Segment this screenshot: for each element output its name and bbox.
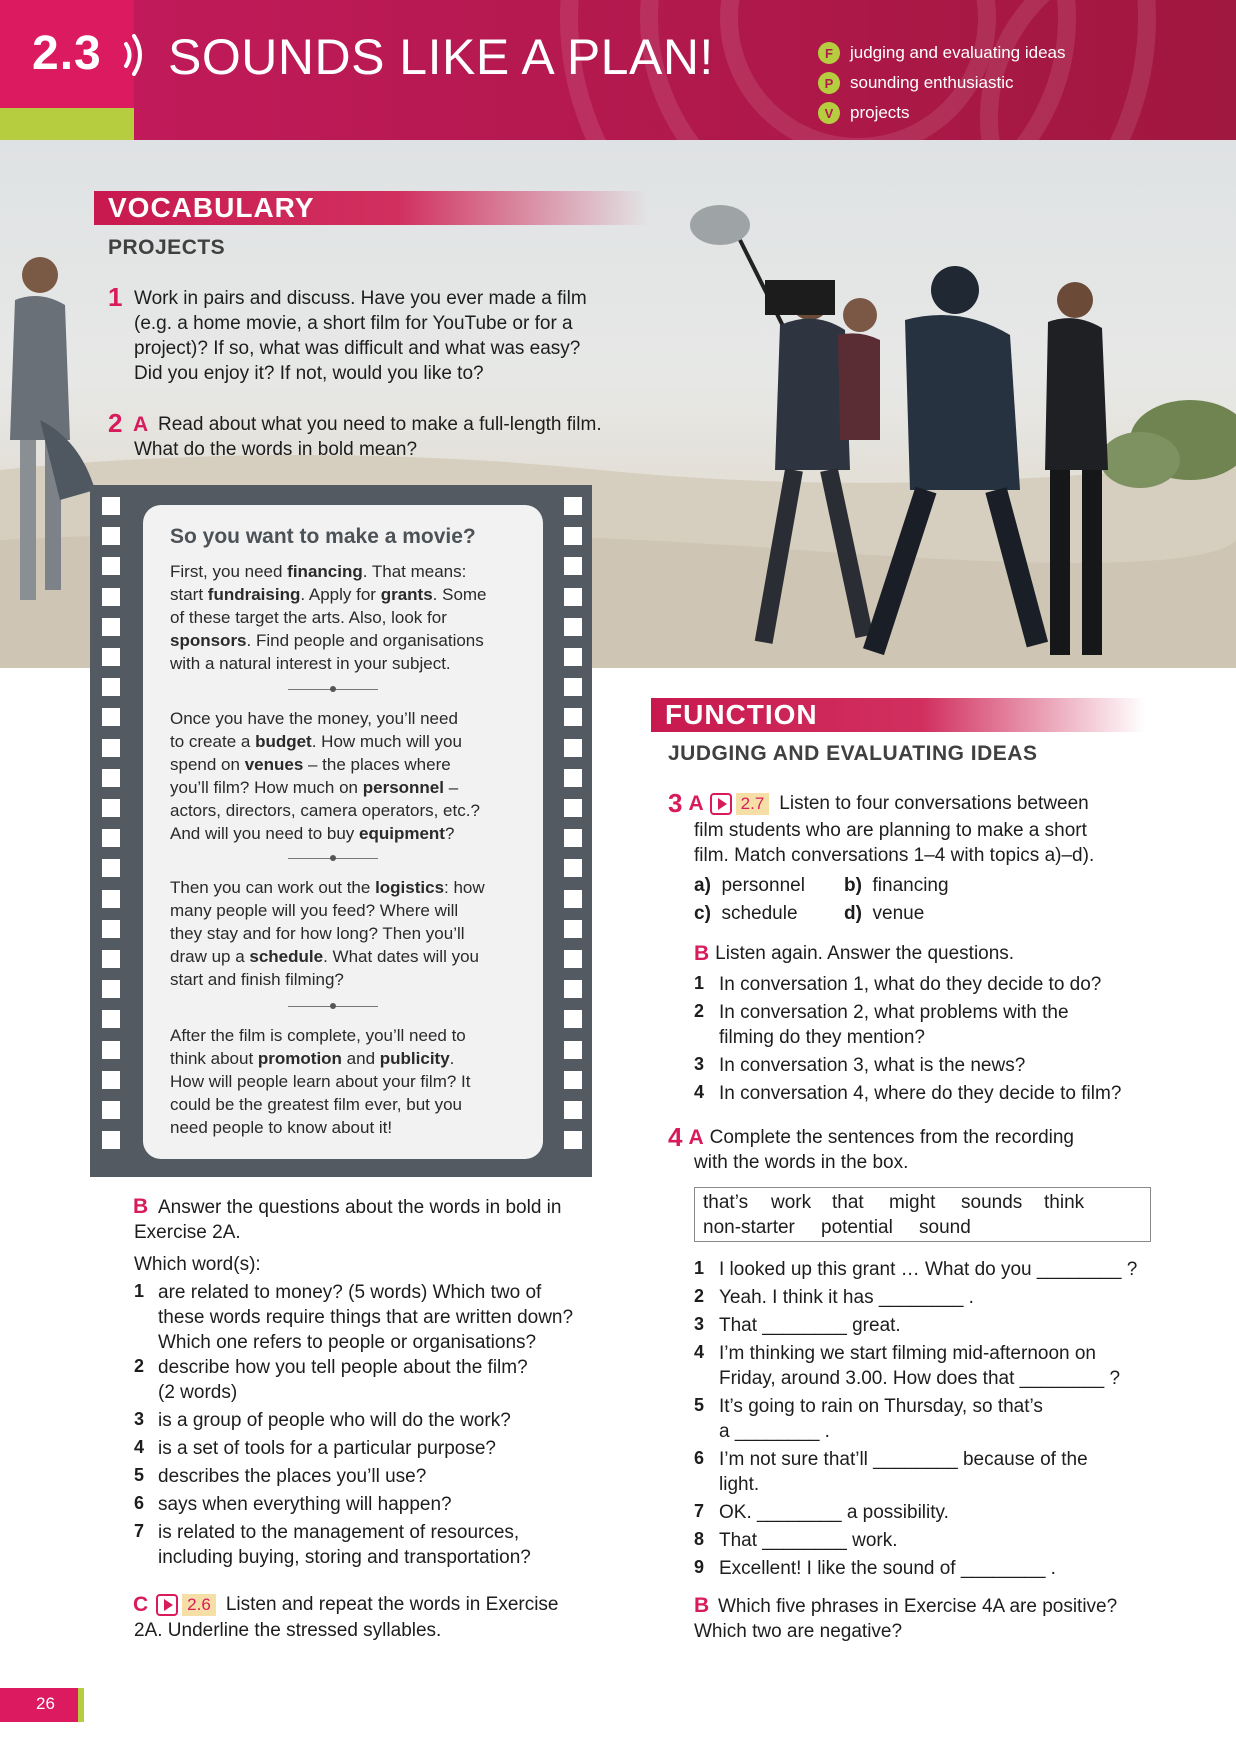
- sprocket-hole: [564, 527, 582, 545]
- text-line: I looked up this grant … What do you ________ ?: [719, 1259, 1138, 1280]
- text-run: ?: [444, 824, 455, 843]
- list-item: [158, 1436, 496, 1461]
- exercise-3a-header: [668, 788, 1089, 819]
- exercise-4a-header: [668, 1122, 1074, 1153]
- text-run: –: [444, 778, 459, 797]
- sprocket-hole: [564, 1131, 582, 1149]
- list-item: [158, 1464, 426, 1489]
- option-letter: b): [844, 875, 862, 896]
- box-word: sound: [919, 1217, 971, 1238]
- sprocket-hole: [564, 890, 582, 908]
- sprocket-hole: [564, 497, 582, 515]
- text-line: Which five phrases in Exercise 4A are positive?: [718, 1596, 1118, 1617]
- box-word: non-starter: [703, 1217, 795, 1238]
- list-item: [719, 1081, 1121, 1106]
- text-run: – the places where: [303, 755, 451, 774]
- text-run: with a natural interest in your subject.: [170, 654, 451, 673]
- text-line: Yeah. I think it has ________ .: [719, 1287, 974, 1308]
- text-line: I’m not sure that’ll ________ because of the: [719, 1449, 1088, 1470]
- text-run: of these target the arts. Also, look for: [170, 608, 447, 627]
- list-item-number: 4: [694, 1082, 705, 1102]
- exercise-2c-line-2: 2A. Underline the stressed syllables.: [134, 1620, 442, 1641]
- text-line: In conversation 2, what problems with the: [719, 1002, 1069, 1023]
- exercise-4a-line-2: with the words in the box.: [694, 1152, 909, 1173]
- key-word: logistics: [375, 878, 445, 897]
- key-word: budget: [255, 732, 312, 751]
- sprocket-hole: [564, 829, 582, 847]
- text-run: many people will you feed? Where will: [170, 901, 459, 920]
- sprocket-hole: [564, 980, 582, 998]
- sprocket-hole: [102, 1010, 120, 1028]
- exercise-number: 3: [668, 788, 683, 818]
- text-run: Once you have the money, you’ll need: [170, 709, 458, 728]
- text-line: Work in pairs and discuss. Have you ever made a film: [134, 288, 587, 309]
- list-item: [719, 1313, 901, 1338]
- text-line: is a set of tools for a particular purpose?: [158, 1438, 496, 1459]
- text-run: . Some: [432, 585, 487, 604]
- text-run: start and finish filming?: [170, 970, 344, 989]
- sprocket-hole: [564, 1041, 582, 1059]
- key-word: personnel: [362, 778, 444, 797]
- list-item: [719, 972, 1101, 997]
- text-line: Excellent! I like the sound of ________ .: [719, 1558, 1056, 1579]
- text-run: could be the greatest film ever, but you: [170, 1095, 463, 1114]
- list-item-number: 7: [694, 1501, 705, 1521]
- sprocket-hole: [564, 859, 582, 877]
- list-item-number: 5: [134, 1465, 145, 1485]
- key-word: fundraising: [207, 585, 301, 604]
- objective-text: judging and evaluating ideas: [850, 43, 1066, 62]
- sprocket-hole: [102, 859, 120, 877]
- sprocket-hole: [564, 920, 582, 938]
- list-item: [719, 1447, 1088, 1497]
- text-line: is a group of people who will do the work?: [158, 1410, 511, 1431]
- text-run: . Apply for: [300, 585, 381, 604]
- list-item: [719, 1341, 1120, 1391]
- box-word: that: [832, 1192, 864, 1213]
- lesson-accent-strip: [0, 108, 134, 140]
- option-text: venue: [872, 903, 925, 924]
- sprocket-hole: [564, 950, 582, 968]
- exercise-2a-instruction: [134, 412, 602, 462]
- text-run: . Find people and organisations: [246, 631, 484, 650]
- reading-paragraph-1: [170, 560, 530, 675]
- text-line: Friday, around 3.00. How does that ________ ?: [719, 1368, 1121, 1389]
- lesson-number: 2.3: [32, 27, 102, 80]
- text-run: How will people learn about your film? It: [170, 1072, 471, 1091]
- sprocket-hole: [564, 557, 582, 575]
- text-line: That ________ great.: [719, 1315, 901, 1336]
- objective-vocabulary: [818, 100, 910, 126]
- audio-play-icon[interactable]: [710, 793, 732, 815]
- exercise-number: 4: [668, 1122, 683, 1152]
- text-run: they stay and for how long? Then you’ll: [170, 924, 465, 943]
- topic-option-b: [844, 873, 949, 898]
- sprocket-hole: [102, 708, 120, 726]
- reading-paragraph-2: [170, 707, 530, 845]
- sprocket-hole: [564, 588, 582, 606]
- exercise-letter: B: [694, 1594, 710, 1617]
- list-item-number: 4: [134, 1437, 145, 1457]
- audio-play-icon[interactable]: [156, 1594, 178, 1616]
- list-item-number: 3: [694, 1314, 705, 1334]
- sprocket-hole: [564, 799, 582, 817]
- text-line: In conversation 3, what is the news?: [719, 1055, 1026, 1076]
- sprocket-hole: [564, 1071, 582, 1089]
- sprocket-hole: [564, 678, 582, 696]
- text-line: Read about what you need to make a full-length film.: [158, 414, 602, 435]
- exercise-letter: A: [133, 413, 149, 436]
- text-line: are related to money? (5 words) Which two of: [158, 1282, 542, 1303]
- sprocket-hole: [102, 1071, 120, 1089]
- topic-option-d: [844, 901, 924, 926]
- text-line: What do the words in bold mean?: [134, 439, 418, 460]
- exercise-letter: C: [133, 1592, 149, 1616]
- text-line: describe how you tell people about the film?: [158, 1357, 528, 1378]
- exercise-2b-lead: Which word(s):: [134, 1254, 261, 1275]
- sprocket-hole: [102, 588, 120, 606]
- key-word: promotion: [257, 1049, 342, 1068]
- option-text: personnel: [721, 875, 805, 896]
- option-letter: c): [694, 903, 711, 924]
- sprocket-hole: [564, 648, 582, 666]
- text-line: Exercise 2A.: [134, 1222, 241, 1243]
- exercise-3a-instruction: [694, 818, 1094, 868]
- list-item-number: 2: [694, 1001, 705, 1021]
- sound-waves-icon: [120, 30, 150, 80]
- text-run: spend on: [170, 755, 245, 774]
- list-item-number: 9: [694, 1557, 705, 1577]
- exercise-4a-line-1: Complete the sentences from the recording: [709, 1127, 1074, 1148]
- exercise-3a-line-1: Listen to four conversations between: [779, 793, 1089, 814]
- text-run: actors, directors, camera operators, etc.?: [170, 801, 480, 820]
- sprocket-hole: [102, 678, 120, 696]
- list-item-number: 3: [694, 1054, 705, 1074]
- key-word: venues: [244, 755, 304, 774]
- text-run: draw up a: [170, 947, 250, 966]
- objective-function: [818, 40, 1066, 66]
- key-word: financing: [287, 562, 363, 581]
- list-item-number: 7: [134, 1521, 145, 1541]
- key-word: sponsors: [170, 631, 247, 650]
- vocabulary-subtitle: PROJECTS: [108, 236, 226, 259]
- option-text: schedule: [721, 903, 798, 924]
- exercise-letter: A: [688, 791, 704, 815]
- text-line: is related to the management of resources,: [158, 1522, 520, 1543]
- text-line: Which two are negative?: [694, 1621, 903, 1642]
- list-item: [158, 1280, 573, 1355]
- text-run: . That means:: [362, 562, 467, 581]
- reading-paragraph-4: [170, 1024, 530, 1139]
- sprocket-hole: [102, 799, 120, 817]
- text-line: these words require things that are written down?: [158, 1307, 574, 1328]
- paragraph-divider: [288, 858, 378, 859]
- exercise-letter: B: [133, 1195, 149, 1218]
- sprocket-hole: [102, 769, 120, 787]
- topic-option-c: [694, 901, 798, 926]
- sprocket-hole: [564, 769, 582, 787]
- function-subtitle: JUDGING AND EVALUATING IDEAS: [668, 742, 1038, 765]
- paragraph-divider: [288, 689, 378, 690]
- list-item: [158, 1355, 528, 1405]
- text-line: I’m thinking we start filming mid-afternoon on: [719, 1343, 1096, 1364]
- list-item-number: 2: [694, 1286, 705, 1306]
- text-line: describes the places you’ll use?: [158, 1466, 427, 1487]
- list-item: [719, 1528, 898, 1553]
- text-run: First, you need: [170, 562, 288, 581]
- text-line: Did you enjoy it? If not, would you like to?: [134, 363, 484, 384]
- sprocket-hole: [564, 618, 582, 636]
- sprocket-hole: [102, 980, 120, 998]
- audio-track-number[interactable]: 2.6: [182, 1594, 216, 1616]
- sprocket-hole: [102, 739, 120, 757]
- box-word: think: [1044, 1192, 1085, 1213]
- sprocket-hole: [102, 1131, 120, 1149]
- text-line: a ________ .: [719, 1421, 830, 1442]
- text-run: And will you need to buy: [170, 824, 360, 843]
- sprocket-hole: [102, 527, 120, 545]
- sprocket-hole: [102, 497, 120, 515]
- key-word: schedule: [249, 947, 324, 966]
- sprocket-hole: [102, 557, 120, 575]
- box-word: potential: [821, 1217, 893, 1238]
- box-word: might: [889, 1192, 936, 1213]
- key-word: grants: [380, 585, 433, 604]
- exercise-3b-instruction: Listen again. Answer the questions.: [715, 943, 1015, 964]
- text-line: film students who are planning to make a short: [694, 820, 1087, 841]
- page-number-accent: [78, 1688, 84, 1722]
- exercise-3b-header: [694, 941, 1014, 966]
- text-line: In conversation 1, what do they decide to do?: [719, 974, 1102, 995]
- list-item: [719, 1285, 974, 1310]
- sprocket-hole: [564, 739, 582, 757]
- box-word: work: [771, 1192, 812, 1213]
- list-item-number: 5: [694, 1395, 705, 1415]
- exercise-1-instruction: [134, 286, 587, 386]
- text-run: you’ll film? How much on: [170, 778, 363, 797]
- list-item: [719, 1500, 949, 1525]
- text-line: OK. ________ a possibility.: [719, 1502, 949, 1523]
- list-item-number: 1: [694, 973, 705, 993]
- box-word: sounds: [961, 1192, 1023, 1213]
- text-line: project)? If so, what was difficult and what was easy?: [134, 338, 581, 359]
- objective-badge: P: [818, 72, 840, 94]
- text-line: In conversation 4, where do they decide to film?: [719, 1083, 1122, 1104]
- list-item-number: 6: [134, 1493, 145, 1513]
- list-item-number: 2: [134, 1356, 145, 1376]
- text-line: It’s going to rain on Thursday, so that’s: [719, 1396, 1043, 1417]
- text-run: need people to know about it!: [170, 1118, 393, 1137]
- option-letter: d): [844, 903, 862, 924]
- exercise-2c-line-1: Listen and repeat the words in Exercise: [225, 1594, 559, 1615]
- list-item: [158, 1408, 511, 1433]
- page-number: 26: [36, 1694, 55, 1713]
- text-line: including buying, storing and transportation?: [158, 1547, 531, 1568]
- option-text: financing: [872, 875, 949, 896]
- exercise-2b-instruction: [134, 1195, 561, 1245]
- list-item: [158, 1492, 452, 1517]
- list-item: [719, 1000, 1069, 1050]
- text-run: to create a: [170, 732, 256, 751]
- text-run: : how: [444, 878, 485, 897]
- text-run: After the film is complete, you’ll need to: [170, 1026, 466, 1045]
- list-item-number: 1: [134, 1281, 145, 1301]
- audio-track-number[interactable]: 2.7: [736, 793, 770, 815]
- reading-paragraph-3: [170, 876, 530, 991]
- list-item-number: 8: [694, 1529, 705, 1549]
- text-run: think about: [170, 1049, 258, 1068]
- list-item-number: 3: [134, 1409, 145, 1429]
- key-word: publicity: [379, 1049, 450, 1068]
- list-item: [719, 1053, 1025, 1078]
- list-item-number: 6: [694, 1448, 705, 1468]
- sprocket-hole: [564, 708, 582, 726]
- vocabulary-section-header: VOCABULARY: [94, 191, 648, 225]
- sprocket-hole: [564, 1101, 582, 1119]
- text-run: . What dates will you: [323, 947, 479, 966]
- key-word: equipment: [359, 824, 445, 843]
- sprocket-hole: [102, 618, 120, 636]
- objective-badge: V: [818, 102, 840, 124]
- sprocket-hole: [102, 829, 120, 847]
- text-line: says when everything will happen?: [158, 1494, 452, 1515]
- function-section-header: FUNCTION: [651, 698, 1145, 732]
- sprocket-hole: [102, 1101, 120, 1119]
- sprocket-hole: [102, 648, 120, 666]
- list-item: [719, 1394, 1043, 1444]
- list-item: [719, 1257, 1137, 1282]
- exercise-4b-instruction: [694, 1594, 1117, 1644]
- exercise-letter: B: [694, 941, 710, 965]
- objective-text: sounding enthusiastic: [850, 73, 1014, 92]
- list-item: [158, 1520, 531, 1570]
- list-item: [719, 1556, 1056, 1581]
- text-line: (e.g. a home movie, a short film for YouTube or for a: [134, 313, 573, 334]
- objective-text: projects: [850, 103, 910, 122]
- text-line: (2 words): [158, 1382, 238, 1403]
- text-line: filming do they mention?: [719, 1027, 925, 1048]
- option-letter: a): [694, 875, 711, 896]
- text-run: Then you can work out the: [170, 878, 376, 897]
- text-run: . How much will you: [311, 732, 462, 751]
- text-run: and: [341, 1049, 380, 1068]
- sprocket-hole: [102, 890, 120, 908]
- sprocket-hole: [102, 950, 120, 968]
- exercise-2c-header: [133, 1592, 559, 1617]
- reading-title: So you want to make a movie?: [170, 525, 476, 548]
- box-word: that’s: [703, 1192, 749, 1213]
- text-run: start: [170, 585, 208, 604]
- exercise-number: 2: [108, 408, 123, 438]
- text-line: film. Match conversations 1–4 with topics a)–d).: [694, 845, 1095, 866]
- lesson-title: SOUNDS LIKE A PLAN!: [168, 29, 714, 85]
- sprocket-hole: [102, 1041, 120, 1059]
- objective-pronunciation: [818, 70, 1014, 96]
- exercise-number: 1: [108, 282, 123, 312]
- sprocket-hole: [564, 1010, 582, 1028]
- text-line: light.: [719, 1474, 760, 1495]
- text-line: Which one refers to people or organisations?: [158, 1332, 537, 1353]
- list-item-number: 4: [694, 1342, 705, 1362]
- list-item-number: 1: [694, 1258, 705, 1278]
- text-run: .: [449, 1049, 455, 1068]
- objective-badge: F: [818, 42, 840, 64]
- sprocket-hole: [102, 920, 120, 938]
- text-line: That ________ work.: [719, 1530, 898, 1551]
- exercise-letter: A: [688, 1125, 704, 1149]
- paragraph-divider: [288, 1006, 378, 1007]
- text-line: Answer the questions about the words in bold in: [158, 1197, 562, 1218]
